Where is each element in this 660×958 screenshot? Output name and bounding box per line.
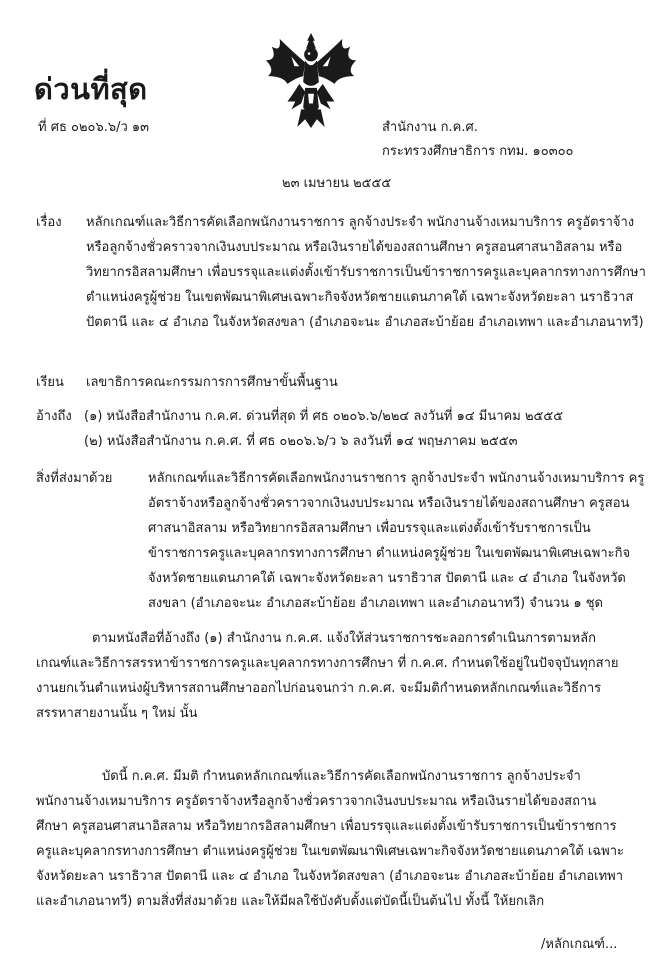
garuda-emblem [262,30,360,130]
reference-label: อ้างถึง [36,409,72,424]
urgency-heading: ด่วนที่สุด [34,72,148,106]
continuation-marker: /หลักเกณฑ์... [541,937,618,952]
sender-office: สำนักงาน ก.ค.ศ. [382,120,478,135]
body-paragraph-1: ตามหนังสือที่อ้างถึง (๑) สำนักงาน ก.ค.ศ. แจ้งให้ส่วนราชการชะลอการดำเนินการตามหลักเกณฑ์และวิธีการสรรหาข้าราชการครูและบุคลากรทางการศึกษา ที่ ก.ค.ศ. กำหนดใช้อยู่ในปัจจุบันทุกสายงานยกเว้นตำแหน่งผู้บริหารสถานศึกษาออกไปก่อนจนกว่า ก.ค.ศ. จะมีมติกำหนดหลักเกณฑ์และวิธีการสรรหาสายงานนั้น ๆ ใหม่ นั้น [36,631,619,721]
subject-text: หลักเกณฑ์และวิธีการคัดเลือกพนักงานราชการ ลูกจ้างประจำ พนักงานจ้างเหมาบริการ ครูอัตราจ้าง หรือลูกจ้างชั่วคราวจากเงินงบประมาณ หรือเงินรายได้ของสถานศึกษา ครูสอนศาสนาอิสลาม หรือวิทยากรอิสลามศึกษา เพื่อบรรจุและแต่งตั้งเข้ารับราชการเป็นข้าราชการครูและบุคลากรทางการศึกษา ตำแหน่งครูผู้ช่วย ในเขตพัฒนาพิเศษเฉพาะกิจจังหวัดชายแดนภาคใต้ เฉพาะจังหวัดยะลา นราธิวาส ปัตตานี และ ๔ อำเภอ ในจังหวัดสงขลา (อำเภอจะนะ อำเภอสะบ้าย้อย อำเภอเทพา และอำเภอนาทวี) [86,215,646,330]
document-number: ที่ ศธ ๐๒๐๖.๖/ว ๑๓ [38,120,150,135]
sender-address [382,116,573,164]
subject-label: เรื่อง [36,215,62,230]
body-paragraph-2: บัดนี้ ก.ค.ศ. มีมติ กำหนดหลักเกณฑ์และวิธีการคัดเลือกพนักงานราชการ ลูกจ้างประจำ พนักงานจ้างเหมาบริการ ครูอัตราจ้างหรือลูกจ้างชั่วคราวจากเงินงบประมาณ หรือเงินรายได้ของสถานศึกษา ครูสอนศาสนาอิสลาม หรือวิทยากรอิสลามศึกษา เพื่อบรรจุและแต่งตั้งเข้ารับราชการเป็นข้าราชการครูและบุคลากรทางการศึกษา ตำแหน่งครูผู้ช่วย ในเขตพัฒนาพิเศษเฉพาะกิจจังหวัดชายแดนภาคใต้ เฉพาะจังหวัดยะลา นราธิวาส ปัตตานี และ ๔ อำเภอ ในจังหวัดสงขลา (อำเภอจะนะ อำเภอสะบ้าย้อย อำเภอเทพา และอำเภอนาทวี) ตามสิ่งที่ส่งมาด้วย และให้มีผลใช้บังคับตั้งแต่บัดนี้เป็นต้นไป ทั้งนี้ ให้ยกเลิก [36,769,625,909]
enclosure-label: สิ่งที่ส่งมาด้วย [36,471,113,486]
reference-list [84,404,644,454]
sender-ministry: กระทรวงศึกษาธิการ กทม. ๑๐๓๐๐ [382,144,574,159]
reference-item: (๑) หนังสือสำนักงาน ก.ค.ศ. ด่วนที่สุด ที่ ศธ ๐๒๐๖.๖/๒๒๔ ลงวันที่ ๑๔ มีนาคม ๒๕๕๕ [84,409,564,424]
letter-date: ๒๓ เมษายน ๒๕๕๕ [282,176,392,191]
enclosure-text: หลักเกณฑ์และวิธีการคัดเลือกพนักงานราชการ ลูกจ้างประจำ พนักงานจ้างเหมาบริการ ครูอัตราจ้างหรือลูกจ้างชั่วคราวจากเงินงบประมาณ หรือเงินรายได้ของสถานศึกษา ครูสอนศาสนาอิสลาม หรือวิทยากรอิสลามศึกษา เพื่อบรรจุและแต่งตั้งเข้ารับราชการเป็นข้าราชการครูและบุคลากรทางการศึกษา ตำแหน่งครูผู้ช่วย ในเขตพัฒนาพิเศษเฉพาะกิจจังหวัดชายแดนภาคใต้ เฉพาะจังหวัดยะลา นราธิวาส ปัตตานี และ ๔ อำเภอ ในจังหวัดสงขลา (อำเภอจะนะ อำเภอสะบ้าย้อย อำเภอเทพา และอำเภอนาทวี) จำนวน ๑ ชุด [148,471,645,611]
recipient-label: เรียน [36,375,64,390]
recipient-text: เลขาธิการคณะกรรมการการศึกษาขั้นพื้นฐาน [86,375,338,390]
reference-item: (๒) หนังสือสำนักงาน ก.ค.ศ. ที่ ศธ ๐๒๐๖.๖/ว ๖ ลงวันที่ ๑๔ พฤษภาคม ๒๕๕๓ [84,434,518,449]
